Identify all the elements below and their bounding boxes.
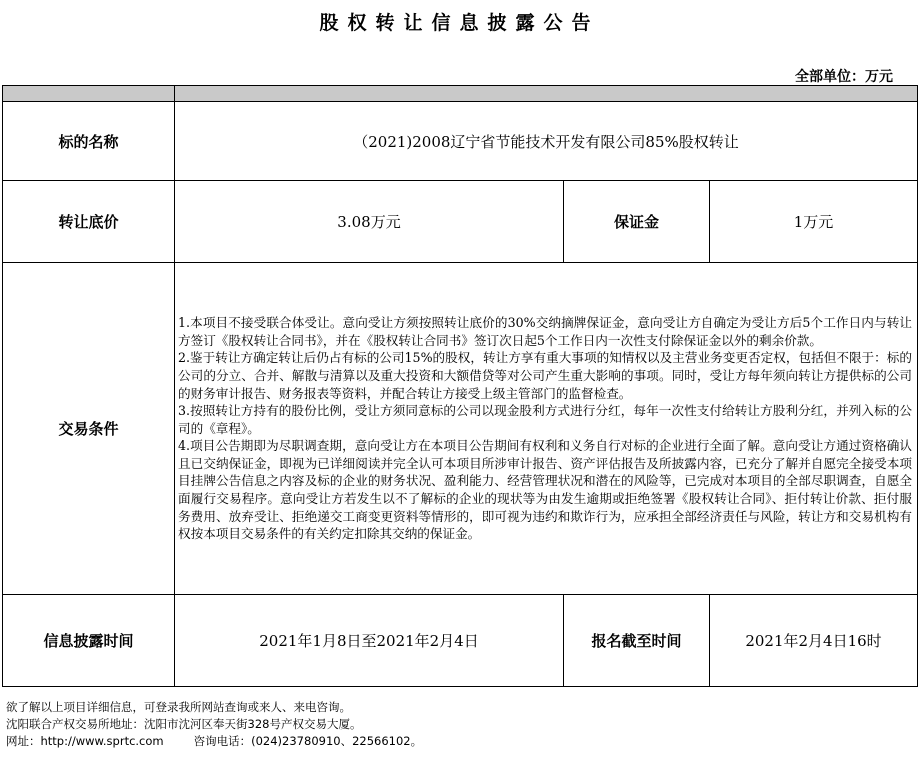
- condition-item: 3.按照转让方持有的股份比例，受让方须同意标的公司以现金股利方式进行分红，每年一次性支付给转让方股利分红，并列入标的公司的《章程》。: [178, 403, 913, 436]
- footer-phone: 咨询电话：(024)23780910、22566102。: [193, 734, 423, 748]
- condition-item: 2.鉴于转让方确定转让后仍占有标的公司15%的股权，转让方享有重大事项的知情权以及主营业务变更否定权，包括但不限于：标的公司的分立、合并、解散与清算以及重大投资和大额借贷等对公司产生重大影响的事项。同时，受让方每年须向转让方提供标的公司的财务审计报告、财务报表等资料，并配合转让方接受上级主管部门的监督检查。: [178, 350, 913, 401]
- header-band-cell: [175, 86, 918, 102]
- unit-note: 全部单位：万元: [795, 69, 893, 85]
- disclosure-table: [2, 85, 918, 687]
- table-row: [3, 102, 918, 181]
- table-row: [3, 595, 918, 687]
- subject-name-value: （2021)2008辽宁省节能技术开发有限公司85%股权转让: [175, 102, 918, 181]
- condition-item: 4.项目公告期即为尽职调查期，意向受让方在本项目公告期间有权利和义务自行对标的企业进行全面了解。意向受让方通过资格确认且已交纳保证金，即视为已详细阅读并完全认可本项目所涉审计报告、资产评估报告及所披露内容，已充分了解并自愿完全接受本项目挂牌公告信息之内容及标的企业的财务状况、盈利能力、经营管理状况和潜在的风险等，已完成对本项目的全部尽职调查，自愿全面履行交易程序。意向受让方若发生以不了解标的企业的现状等为由发生逾期或拒绝签署《股权转让合同》、拒付转让价款、拒付服务费用、放弃受让、拒绝递交工商变更资料等情形的，即可视为违约和欺诈行为，应承担全部经济责任与风险，转让方和交易机构有权按本项目交易条件的有关约定扣除其交纳的保证金。: [178, 438, 913, 542]
- header-band-cell: [3, 86, 175, 102]
- page-title: 股权转让信息披露公告: [319, 12, 600, 34]
- table-row: [3, 181, 918, 263]
- reserve-price-label: 转让底价: [3, 181, 175, 263]
- disclosure-time-value: 2021年1月8日至2021年2月4日: [175, 595, 564, 687]
- conditions-label: 交易条件: [3, 263, 175, 595]
- footer: [6, 699, 422, 750]
- table-row: [3, 263, 918, 595]
- conditions-text: [175, 263, 918, 595]
- footer-contact: [6, 733, 422, 750]
- condition-item: 1.本项目不接受联合体受让。意向受让方须按照转让底价的30%交纳摘牌保证金，意向受让方自确定为受让方后5个工作日内与转让方签订《股权转让合同书》，并在《股权转让合同书》签订次日起5个工作日内一次性支付除保证金以外的剩余价款。: [178, 315, 913, 348]
- footer-website: 网址：http://www.sprtc.com: [6, 734, 164, 748]
- deposit-label: 保证金: [564, 181, 710, 263]
- footer-address: 沈阳联合产权交易所地址：沈阳市沈河区奉天街328号产权交易大厦。: [6, 717, 362, 731]
- disclosure-time-label: 信息披露时间: [3, 595, 175, 687]
- reserve-price-value: 3.08万元: [175, 181, 564, 263]
- deposit-value: 1万元: [710, 181, 918, 263]
- subject-name-label: 标的名称: [3, 102, 175, 181]
- deadline-value: 2021年2月4日16时: [710, 595, 918, 687]
- table-header-band: [3, 86, 918, 102]
- deadline-label: 报名截至时间: [564, 595, 710, 687]
- footer-inquiry-text: 欲了解以上项目详细信息，可登录我所网站查询或来人、来电咨询。: [6, 700, 351, 714]
